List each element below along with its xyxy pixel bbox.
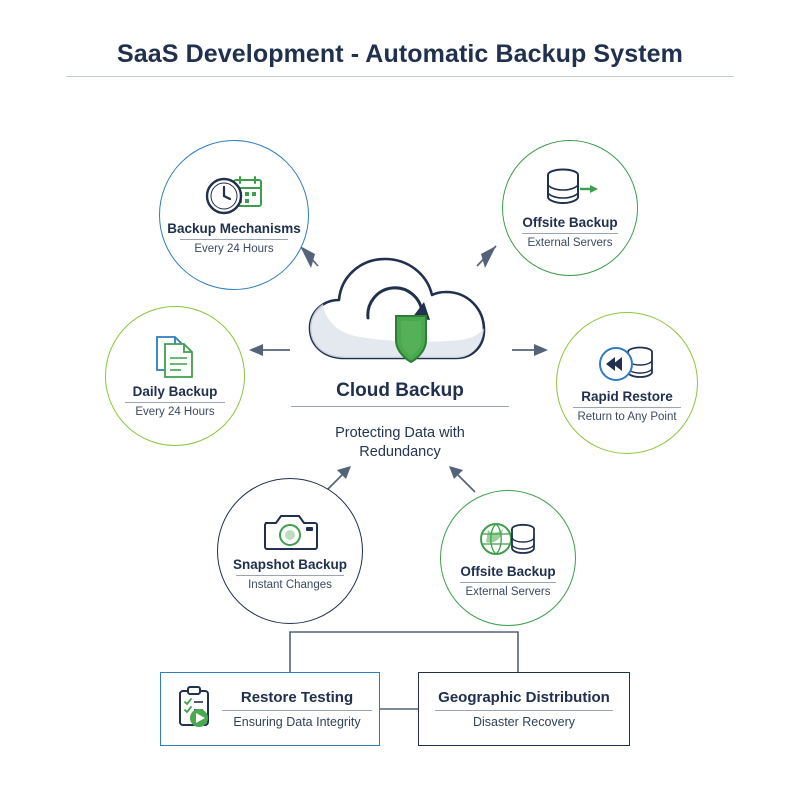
center-subtitle-line1: Protecting Data with	[335, 425, 465, 441]
box-title: Geographic Distribution	[438, 689, 610, 706]
node-offsite-backup-bottom[interactable]	[440, 490, 576, 626]
globe-database-icon	[479, 518, 537, 560]
node-subtitle: Every 24 Hours	[135, 406, 215, 418]
node-daily-backup[interactable]	[105, 306, 245, 446]
rewind-database-icon	[598, 343, 656, 385]
node-subtitle: External Servers	[465, 586, 551, 598]
node-title: Offsite Backup	[460, 564, 556, 579]
clock-calendar-icon	[204, 175, 264, 217]
camera-icon	[262, 511, 318, 553]
page-title: SaaS Development - Automatic Backup System	[117, 40, 683, 68]
box-geographic-distribution[interactable]	[418, 672, 630, 746]
node-title: Offsite Backup	[522, 215, 618, 230]
clipboard-play-icon	[174, 685, 214, 734]
title-divider	[66, 76, 734, 77]
node-backup-mechanisms[interactable]	[159, 140, 309, 290]
center-label: Cloud Backup	[336, 380, 464, 401]
box-subtitle: Disaster Recovery	[472, 715, 576, 729]
box-title: Restore Testing	[240, 689, 354, 706]
node-subtitle: Every 24 Hours	[194, 243, 274, 255]
database-arrow-icon	[541, 167, 599, 211]
node-subtitle: Instant Changes	[248, 579, 332, 591]
node-subtitle: Return to Any Point	[577, 411, 677, 423]
node-title: Snapshot Backup	[232, 557, 348, 572]
node-title: Daily Backup	[132, 384, 218, 399]
node-offsite-backup-top[interactable]	[502, 140, 638, 276]
box-subtitle: Ensuring Data Integrity	[233, 715, 361, 729]
node-subtitle: External Servers	[527, 237, 613, 249]
node-title: Rapid Restore	[581, 389, 673, 404]
node-snapshot-backup[interactable]	[217, 478, 363, 624]
box-restore-testing[interactable]	[160, 672, 380, 746]
documents-icon	[151, 334, 199, 380]
node-title: Backup Mechanisms	[167, 221, 301, 236]
center-subtitle-line2: Redundancy	[359, 444, 441, 460]
center-divider	[291, 406, 509, 407]
node-rapid-restore[interactable]	[556, 312, 698, 454]
